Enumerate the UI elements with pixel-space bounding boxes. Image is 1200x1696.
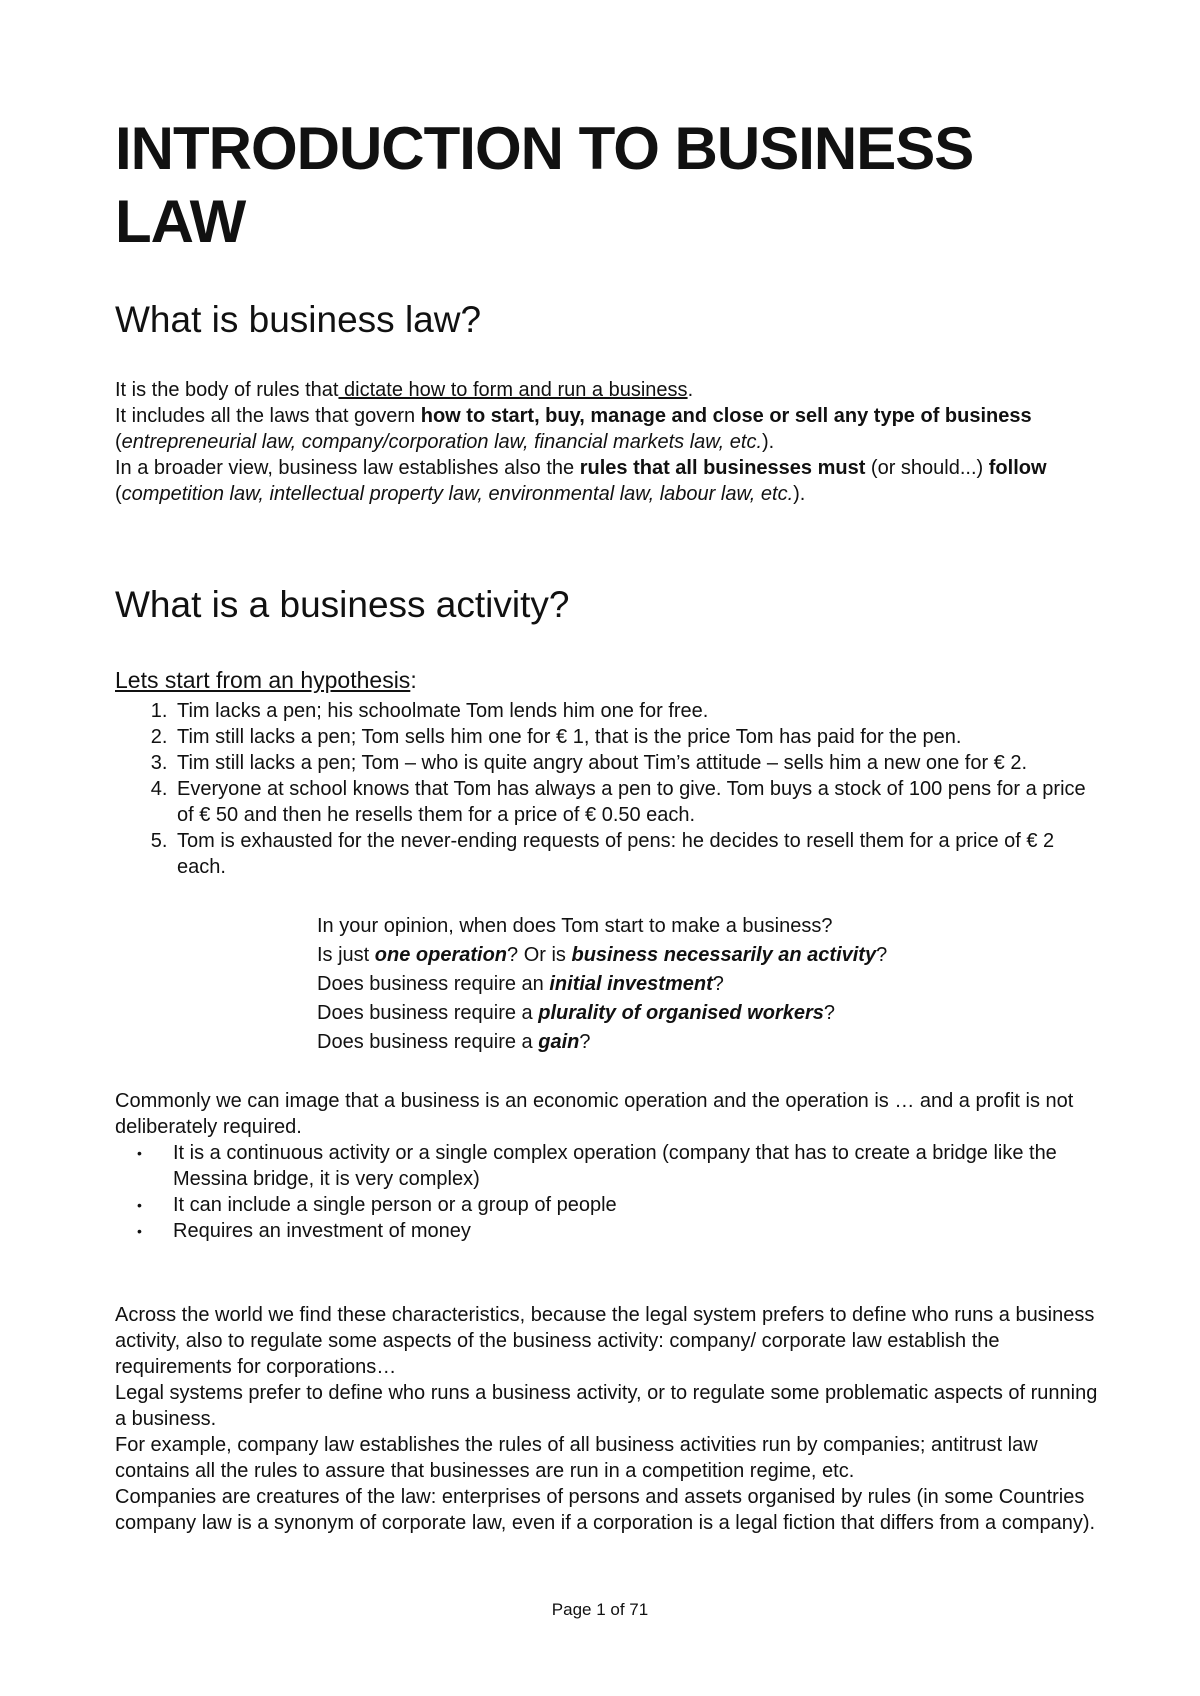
text: Does business require a xyxy=(317,1002,539,1025)
italic-text: competition law, intellectual property law, environmental law, labour law, etc. xyxy=(121,482,794,505)
bold-italic-text: initial investment xyxy=(549,973,713,996)
text: ? xyxy=(712,973,724,996)
page-content xyxy=(115,112,1100,1536)
text: In a broader view, business law establishes also the xyxy=(115,456,580,479)
hypothesis-subheading xyxy=(115,667,1100,694)
text: It is the body of rules that xyxy=(115,378,339,401)
text: ? xyxy=(823,1002,835,1025)
italic-text: entrepreneurial law, company/corporation law, financial markets law, etc. xyxy=(121,430,762,453)
document-title: INTRODUCTION TO BUSINESS LAW xyxy=(115,115,974,256)
list-item: 1. Tim lacks a pen; his schoolmate Tom lends him one for free. xyxy=(173,698,1100,724)
text: . xyxy=(687,378,694,401)
paragraph xyxy=(115,403,1100,455)
paragraph: Legal systems prefer to define who runs a business activity, or to regulate some problematic aspects of running a business. xyxy=(115,1382,1098,1431)
paragraph: For example, company law establishes the rules of all business activities run by companies; antitrust law contains all the rules to assure that businesses are run in a competition regime, etc. xyxy=(115,1434,1038,1483)
text: ( xyxy=(115,482,122,505)
list-item: 4. Everyone at school knows that Tom has always a pen to give. Tom buys a stock of 100 pens for a price of € 50 and then he resells them for a price of € 0.50 each. xyxy=(173,776,1100,828)
bold-italic-text: plurality of organised workers xyxy=(538,1002,824,1025)
paragraph xyxy=(115,377,1100,403)
text: ). xyxy=(762,430,775,453)
question xyxy=(317,1028,1100,1057)
text: ? xyxy=(876,944,888,967)
business-law-definition xyxy=(115,377,1100,507)
list-item xyxy=(137,1192,1100,1218)
text: ( xyxy=(115,430,122,453)
hypothesis-list xyxy=(115,698,1100,880)
bold-text: rules that all businesses must xyxy=(579,456,866,479)
bold-italic-text: business necessarily an activity xyxy=(571,944,877,967)
bullet-icon: • xyxy=(137,1197,142,1214)
question xyxy=(317,999,1100,1028)
question xyxy=(317,941,1100,970)
paragraph: Across the world we find these characteristics, because the legal system prefers to define who runs a business activity, also to regulate some aspects of the business activity: company/ corporate law establish the requirements for corporations… xyxy=(115,1304,1095,1379)
text: Lets start from an hypothesis xyxy=(115,667,411,694)
list-item: 2. Tim still lacks a pen; Tom sells him one for € 1, that is the price Tom has paid for the pen. xyxy=(173,724,1100,750)
characteristics-list xyxy=(115,1140,1100,1244)
paragraph: Companies are creatures of the law: enterprises of persons and assets organised by rules (in some Countries company law is a synonym of corporate law, even if a corporation is a legal fiction that differs from a company). xyxy=(115,1486,1096,1535)
closing-paragraphs xyxy=(115,1302,1100,1536)
text: It includes all the laws that govern xyxy=(115,404,421,427)
text: It can include a single person or a group of people xyxy=(173,1194,617,1217)
bullet-icon: • xyxy=(137,1145,142,1162)
heading-business-activity: What is a business activity? xyxy=(115,583,570,625)
text: It is a continuous activity or a single complex operation (company that has to create a bridge like the Messina bridge, it is very complex) xyxy=(173,1142,1057,1191)
list-item xyxy=(137,1140,1100,1192)
questions-block xyxy=(317,912,1100,1057)
heading-business-law: What is business law? xyxy=(115,299,482,341)
page-number: Page 1 of 71 xyxy=(551,1600,649,1619)
bold-italic-text: gain xyxy=(538,1031,580,1054)
bold-text: follow xyxy=(988,456,1047,479)
text: ? xyxy=(579,1031,591,1054)
underlined-text: dictate how to form and run a business xyxy=(338,378,688,401)
text: Requires an investment of money xyxy=(173,1220,471,1243)
commonly-paragraph: Commonly we can image that a business is an economic operation and the operation is … and a profit is not deliberately required. xyxy=(115,1090,1074,1139)
text: ? Or is xyxy=(507,944,572,967)
paragraph xyxy=(115,455,1100,507)
bullet-icon: • xyxy=(137,1223,142,1240)
text: : xyxy=(410,667,417,694)
question: In your opinion, when does Tom start to make a business? xyxy=(317,915,833,938)
text: ). xyxy=(793,482,806,505)
question xyxy=(317,970,1100,999)
bold-text: how to start, buy, manage and close or sell any type of business xyxy=(420,404,1032,427)
list-item: 3. Tim still lacks a pen; Tom – who is quite angry about Tim’s attitude – sells him a new one for € 2. xyxy=(173,750,1100,776)
list-item xyxy=(137,1218,1100,1244)
bold-italic-text: one operation xyxy=(374,944,508,967)
text: Does business require an xyxy=(317,973,550,996)
text: (or should...) xyxy=(865,456,989,479)
text: Is just xyxy=(317,944,375,967)
list-item: 5. Tom is exhausted for the never-ending requests of pens: he decides to resell them for a price of € 2 each. xyxy=(173,828,1100,880)
text: Does business require a xyxy=(317,1031,539,1054)
